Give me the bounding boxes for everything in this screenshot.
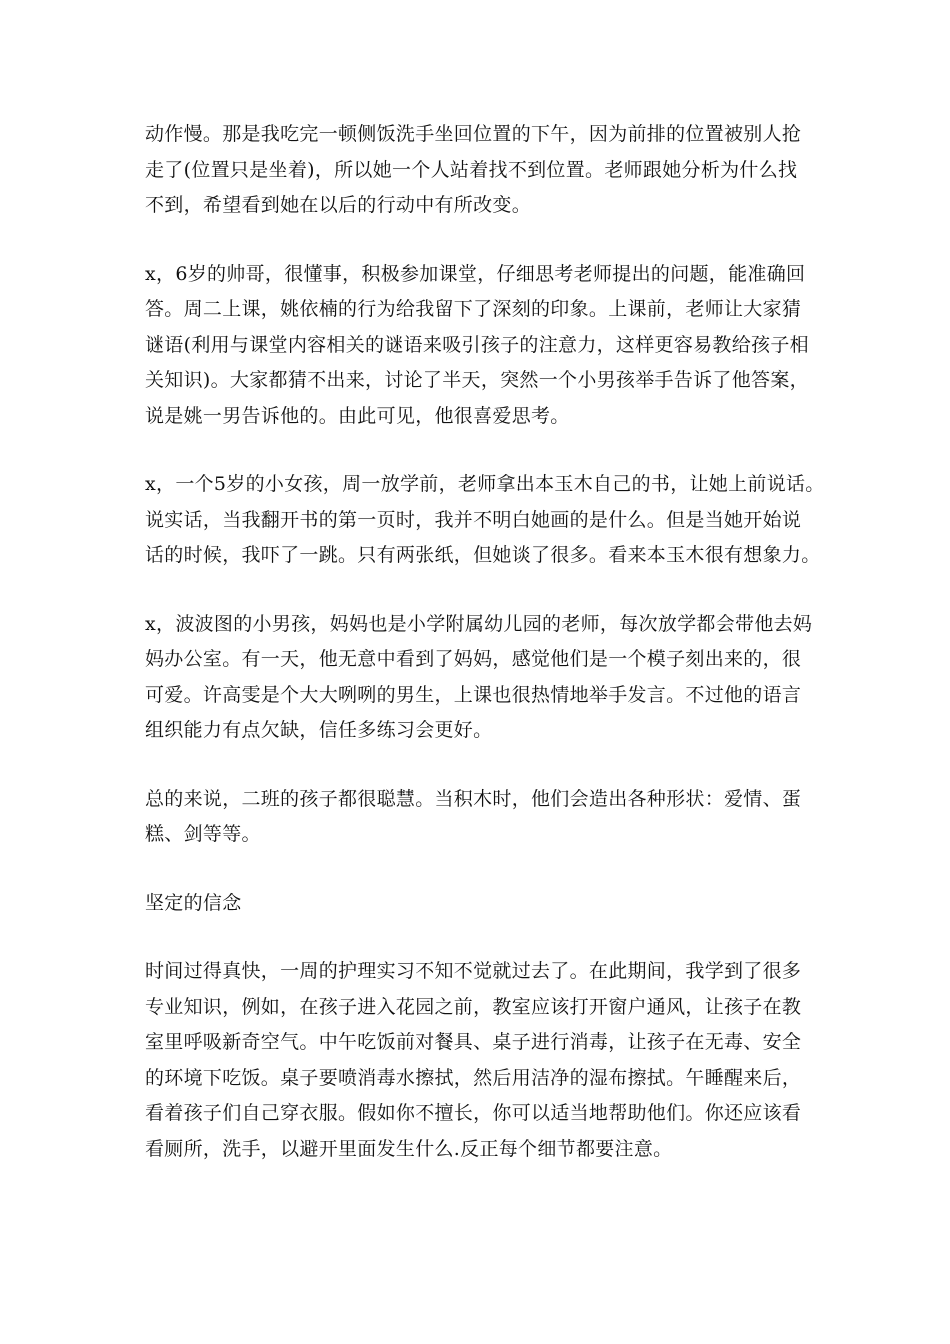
text-line: 动作慢。那是我吃完一顿侧饭洗手坐回位置的下午，因为前排的位置被别人抢 [145, 123, 802, 145]
text-line: 总的来说，二班的孩子都很聪慧。当积木时，他们会造出各种形状：爱情、蛋 [145, 787, 802, 810]
text-line: x，一个5岁的小女孩，周一放学前，老师拿出本玉木自己的书，让她上前说话。 [145, 473, 825, 495]
text-line: 谜语(利用与课堂内容相关的谜语来吸引孩子的注意力，这样更容易教给孩子相 [145, 333, 809, 356]
text-line: x，波波图的小男孩，妈妈也是小学附属幼儿园的老师，每次放学都会带他去妈 [145, 612, 813, 635]
text-line: 关知识)。大家都猜不出来，讨论了半天，突然一个小男孩举手告诉了他答案， [145, 369, 809, 391]
text-line: 走了(位置只是坐着)，所以她一个人站着找不到位置。老师跟她分析为什么找 [145, 158, 798, 181]
text-line: 时间过得真快，一周的护理实习不知不觉就过去了。在此期间，我学到了很多 [145, 960, 802, 982]
text-line: 室里呼吸新奇空气。中午吃饭前对餐具、桌子进行消毒，让孩子在无毒、安全 [145, 1031, 802, 1053]
text-line: 的环境下吃饭。桌子要喷消毒水擦拭，然后用洁净的湿布擦拭。午睡醒来后， [145, 1066, 802, 1089]
text-line: 说是姚一男告诉他的。由此可见，他很喜爱思考。 [145, 404, 570, 427]
text-line: 看厕所，洗手，以避开里面发生什么.反正每个细节都要注意。 [145, 1137, 673, 1160]
paragraph-2 [145, 257, 815, 435]
text-line: 说实话，当我翻开书的第一页时，我并不明白她画的是什么。但是当她开始说 [145, 508, 802, 531]
text-line: 可爱。许高雯是个大大咧咧的男生，上课也很热情地举手发言。不过他的语言 [145, 683, 802, 706]
text-line: 答。周二上课，姚依楠的行为给我留下了深刻的印象。上课前，老师让大家猜 [145, 298, 802, 320]
section-heading [145, 886, 815, 922]
paragraph-4 [145, 607, 815, 749]
text-line: 妈办公室。有一天，他无意中看到了妈妈，感觉他们是一个模子刻出来的，很 [145, 648, 802, 670]
paragraph-3 [145, 467, 825, 574]
text-line: 不到，希望看到她在以后的行动中有所改变。 [145, 194, 532, 216]
text-line: 话的时候，我吓了一跳。只有两张纸，但她谈了很多。看来本玉木很有想象力。 [145, 544, 821, 566]
paragraph-5 [145, 782, 815, 853]
text-line: 糕、剑等等。 [145, 823, 261, 845]
heading-text: 坚定的信念 [145, 891, 242, 914]
document-body [145, 117, 825, 1200]
paragraph-1 [145, 117, 815, 224]
paragraph-6 [145, 954, 815, 1167]
text-line: x，6岁的帅哥，很懂事，积极参加课堂，仔细思考老师提出的问题，能准确回 [145, 262, 806, 285]
text-line: 专业知识，例如，在孩子进入花园之前，教室应该打开窗户通风，让孩子在教 [145, 995, 802, 1018]
text-line: 看着孩子们自己穿衣服。假如你不擅长，你可以适当地帮助他们。你还应该看 [145, 1102, 802, 1124]
text-line: 组织能力有点欠缺，信任多练习会更好。 [145, 719, 493, 741]
